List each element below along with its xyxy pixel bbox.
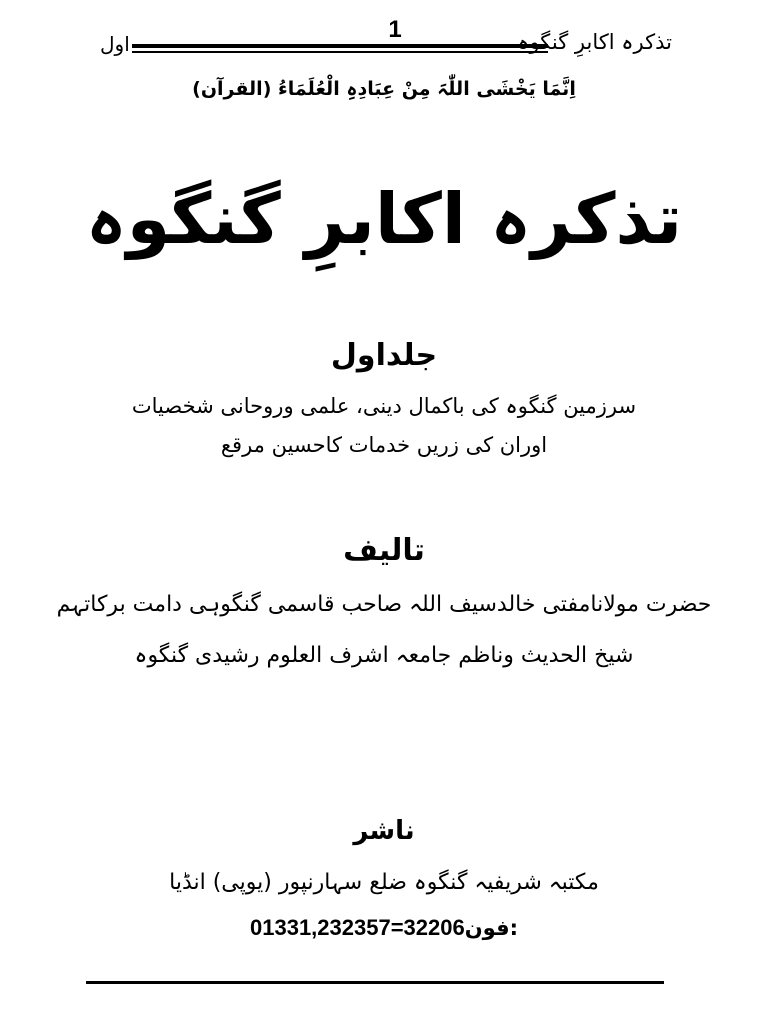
quran-verse: اِنَّمَا یَخْشَی اللّٰہَ مِنْ عِبَادِہِ الْعُلَمَاءُ (القرآن) [192, 78, 576, 100]
volume-heading: جلداول [330, 338, 438, 373]
author-name: حضرت مولانامفتی خالدسیف اللہ صاحب قاسمی گنگوہی دامت برکاتہم [56, 592, 712, 617]
publisher-name: مکتبہ شریفیہ گنگوہ ضلع سہارنپور (یوپی) انڈیا [169, 870, 599, 895]
header-volume-label: اول [100, 32, 130, 56]
footer-rule [86, 981, 664, 984]
page-number: 1 [388, 16, 402, 43]
book-title: تذکرہ اکابرِ گنگوہ [85, 178, 683, 260]
header-double-rule [132, 44, 548, 54]
publisher-heading: ناشر [353, 816, 415, 846]
phone-label: فون: [464, 916, 518, 940]
author-designation: شیخ الحدیث وناظم جامعہ اشرف العلوم رشیدی گنگوہ [134, 643, 634, 668]
publisher-phone [0, 915, 768, 941]
subtitle-line-2: اوران کی زریں خدمات کاحسین مرقع [220, 433, 548, 457]
running-title: تذکرہ اکابرِ گنگوہ [517, 30, 672, 54]
subtitle-line-1: سرزمین گنگوہ کی باکمال دینی، علمی وروحانی شخصیات [131, 394, 637, 418]
phone-number: 01331,232357=32206 [250, 915, 465, 940]
compiler-heading: تالیف [343, 533, 425, 568]
